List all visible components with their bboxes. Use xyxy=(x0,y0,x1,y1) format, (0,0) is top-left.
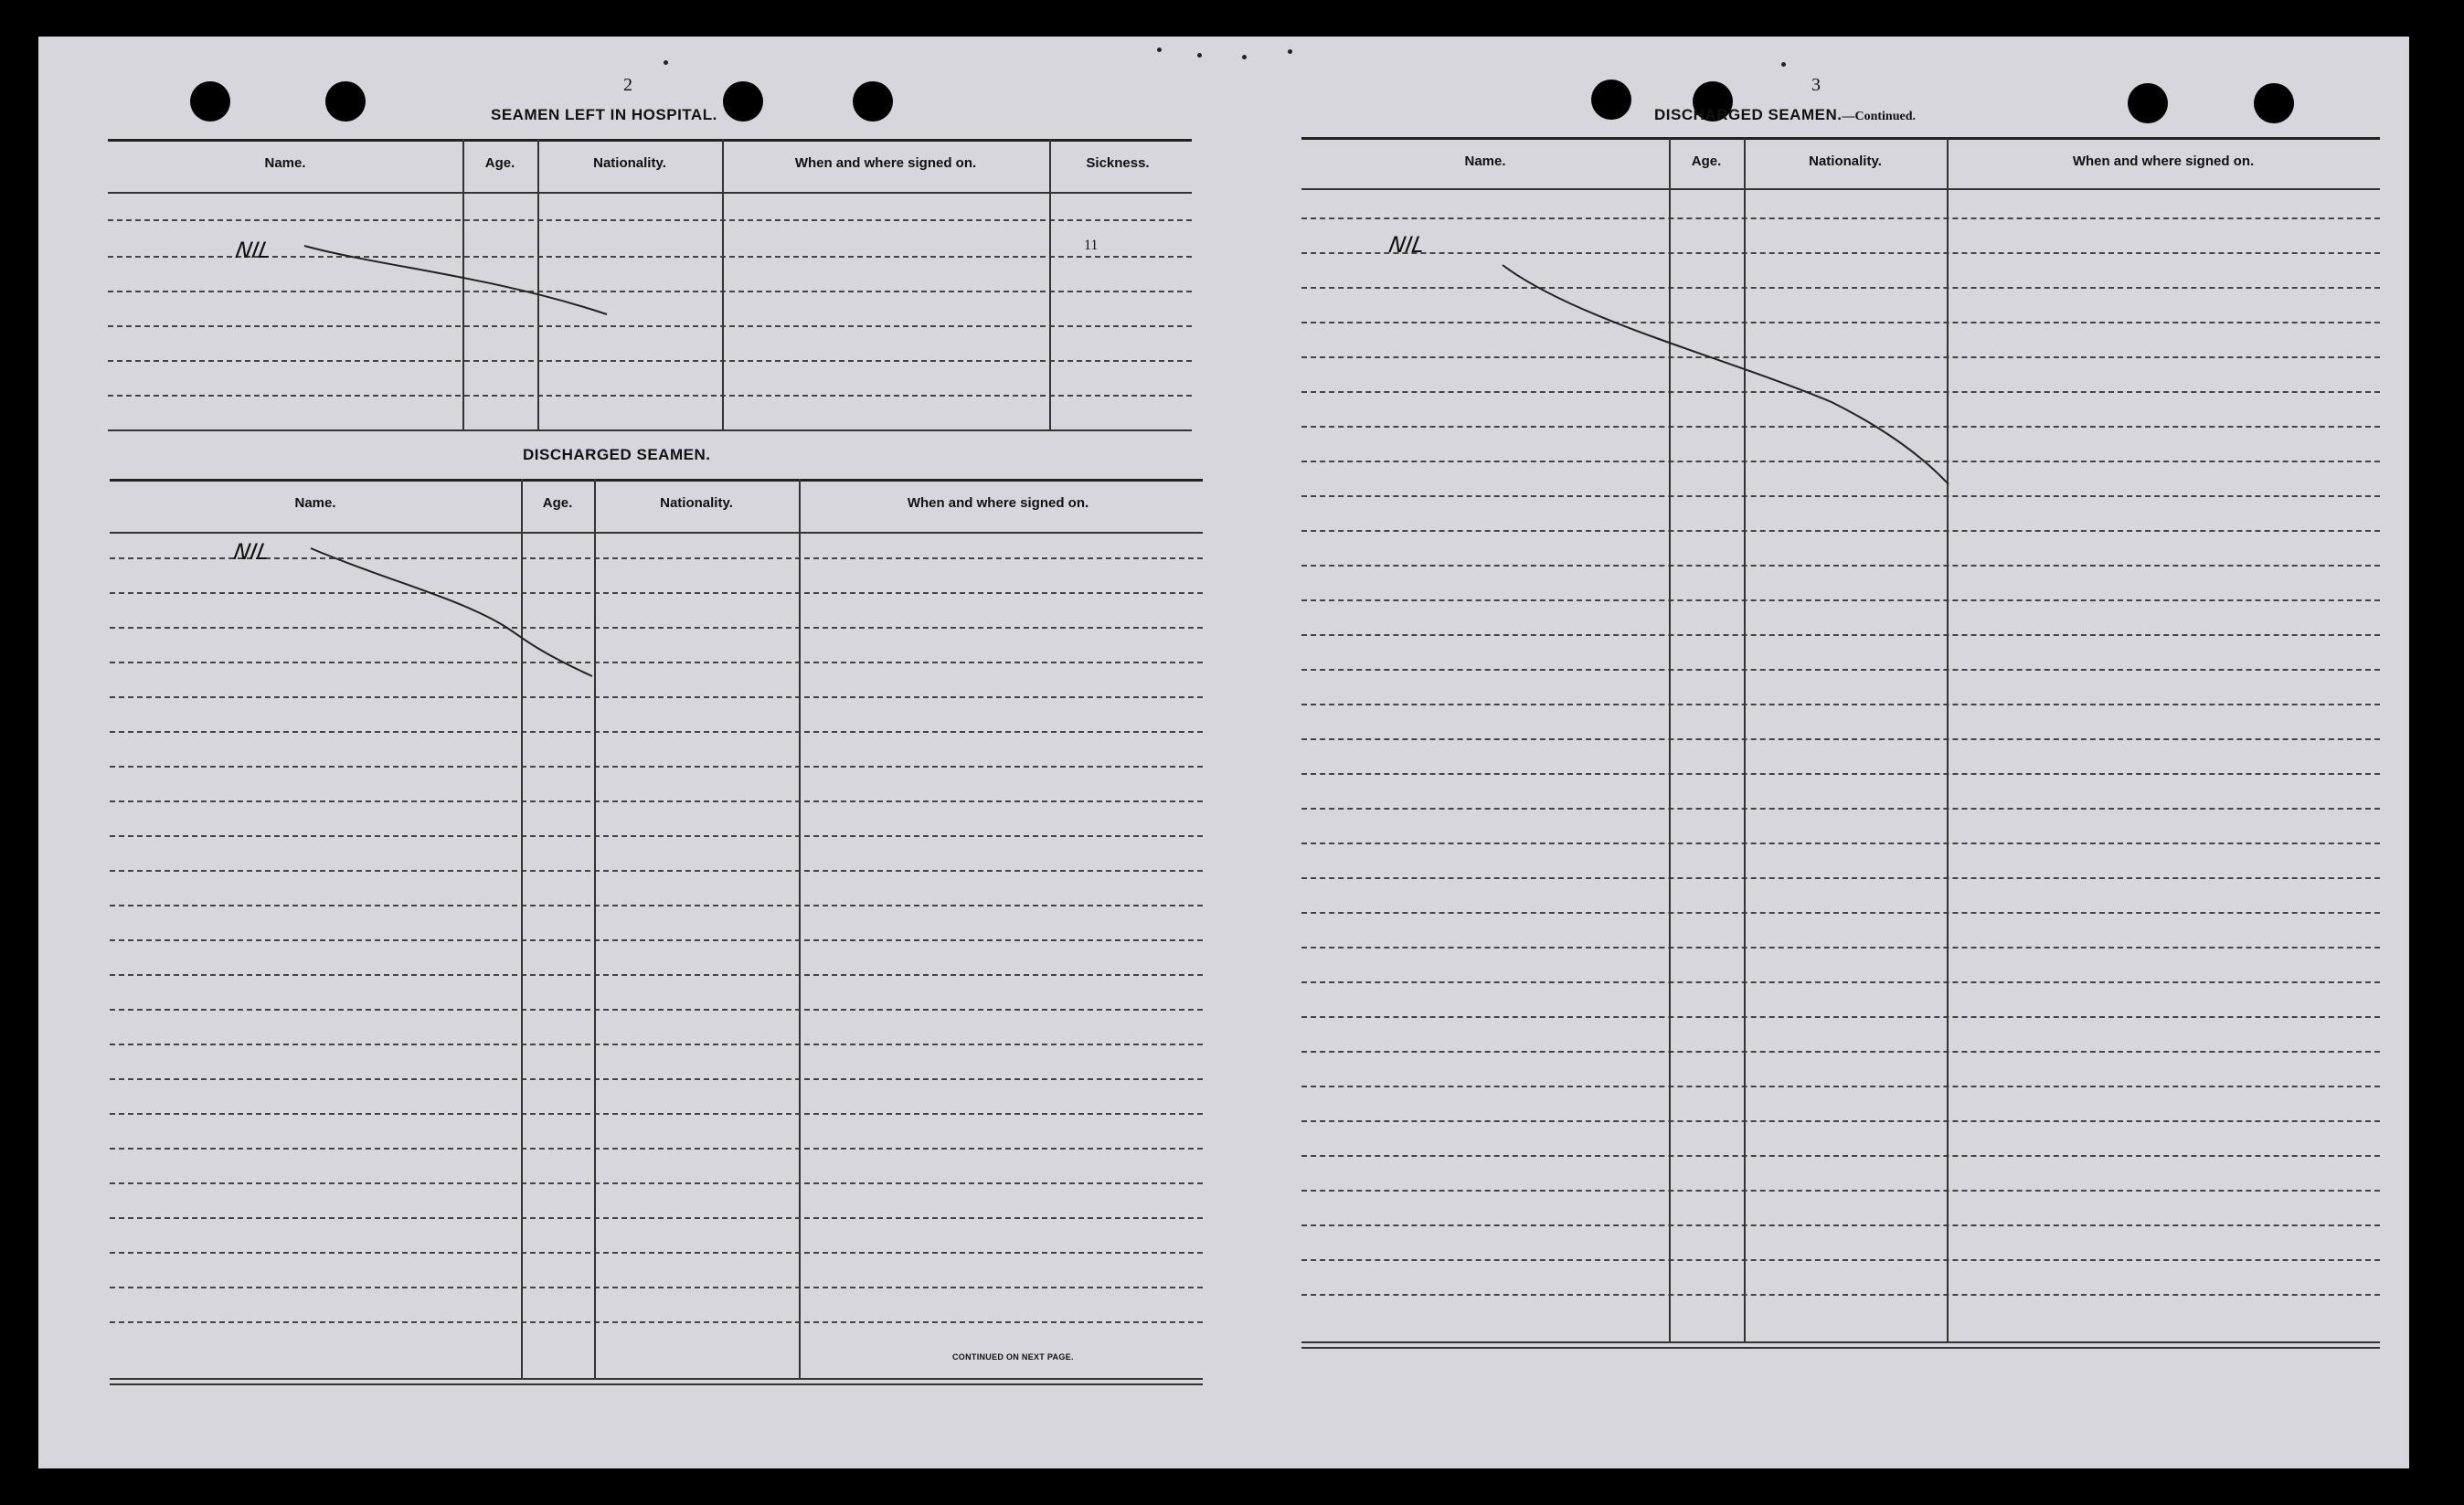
hospital-col-nationality: Nationality. xyxy=(593,155,666,171)
continued-note: CONTINUED ON NEXT PAGE. xyxy=(952,1352,1074,1362)
right-col-age: Age. xyxy=(1691,154,1722,169)
discharged-table-left xyxy=(110,479,1203,1389)
punch-hole xyxy=(2128,83,2168,123)
page-number-left: 2 xyxy=(623,75,632,95)
discharged-col-name: Name. xyxy=(294,495,336,511)
hospital-section-title: SEAMEN LEFT IN HOSPITAL. xyxy=(491,106,717,123)
continued-suffix: —Continued. xyxy=(1842,110,1916,123)
discharged-table-right xyxy=(1301,137,2380,1352)
speck xyxy=(1157,48,1162,52)
page-number-right: 3 xyxy=(1811,75,1821,95)
hospital-col-age: Age. xyxy=(484,155,515,171)
discharged-section-title: DISCHARGED SEAMEN. xyxy=(523,446,711,463)
nil-strike-line xyxy=(110,479,1203,1389)
punch-hole xyxy=(190,81,230,122)
speck xyxy=(1781,62,1786,67)
right-col-nationality: Nationality. xyxy=(1809,154,1882,169)
hospital-entry-nil: NIL xyxy=(233,238,273,263)
right-col-name: Name. xyxy=(1464,154,1506,169)
right-entry-nil: NIL xyxy=(1386,232,1427,258)
speck xyxy=(664,60,668,65)
discharged-col-nationality: Nationality. xyxy=(660,495,733,511)
punch-hole xyxy=(1591,79,1631,120)
punch-hole xyxy=(325,81,366,122)
hospital-col-signed-on: When and where signed on. xyxy=(794,155,977,171)
punch-hole xyxy=(853,81,893,122)
hospital-table xyxy=(108,139,1192,435)
sickness-mark: 11 xyxy=(1084,238,1099,253)
hospital-col-sickness: Sickness. xyxy=(1086,155,1150,171)
speck xyxy=(1197,53,1202,58)
discharged-continued-label: DISCHARGED SEAMEN. xyxy=(1654,106,1843,123)
discharged-col-age: Age. xyxy=(542,495,573,511)
speck xyxy=(1242,55,1247,59)
punch-hole xyxy=(2254,83,2294,123)
punch-hole xyxy=(723,81,763,122)
discharged-entry-nil: NIL xyxy=(231,539,271,565)
hospital-col-name: Name. xyxy=(264,155,306,171)
discharged-continued-title xyxy=(1654,106,1916,124)
speck xyxy=(1288,49,1292,54)
manifest-sheet xyxy=(38,37,2409,1468)
right-col-signed-on: When and where signed on. xyxy=(2072,154,2255,169)
nil-strike-line xyxy=(1301,137,2380,1352)
discharged-col-signed-on: When and where signed on. xyxy=(907,495,1089,511)
nil-strike-line xyxy=(108,139,1192,435)
